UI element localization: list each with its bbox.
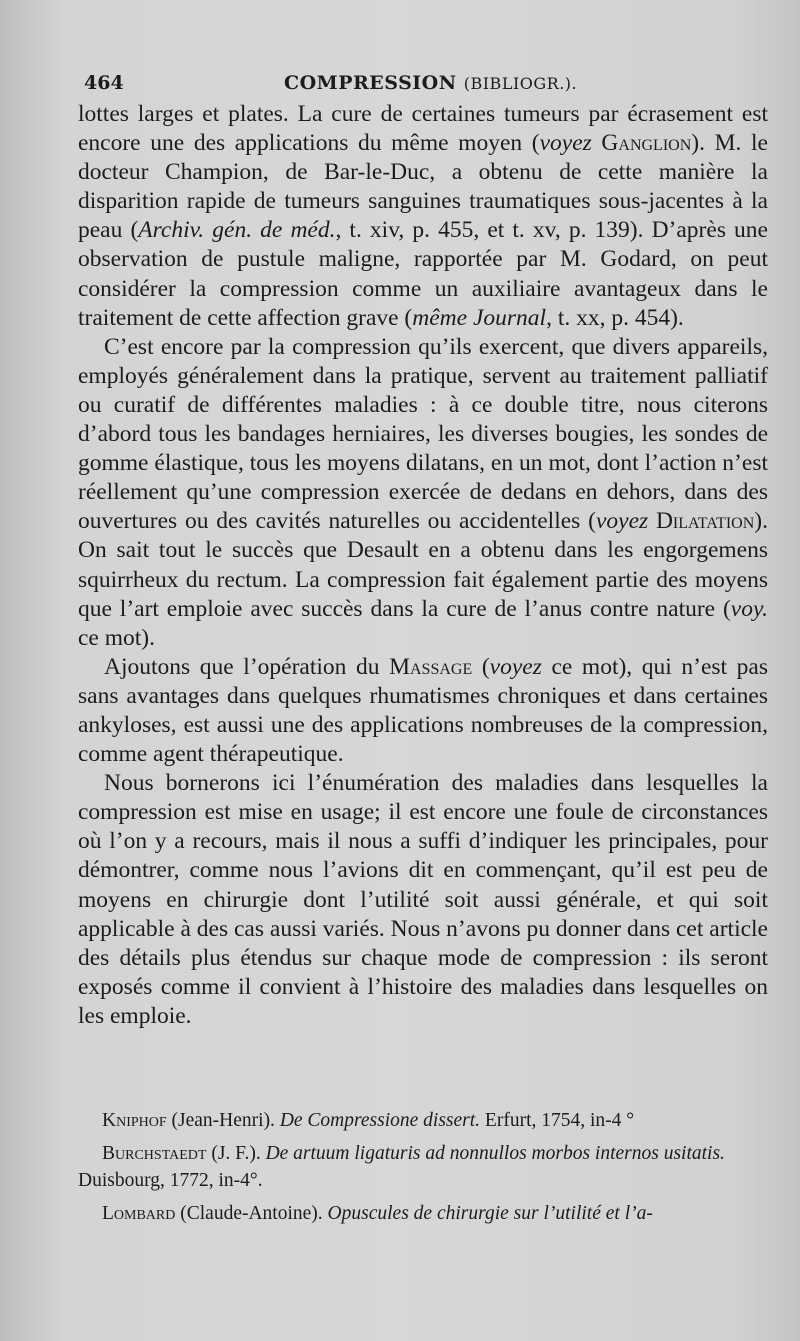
paragraph xyxy=(78,333,768,653)
bib-author-detail: (Claude-Antoine). xyxy=(175,1202,328,1224)
text-run: ). On sait tout le succès que Desault en a obtenu dans les engorgemens squirrheux du rectum. La compression fait également partie des moyens que l’art emploie avec succès dans la cure de l’anus contre nature ( xyxy=(78,508,768,622)
bib-title: Opuscules de chirurgie sur l’utilité et l’a- xyxy=(327,1202,653,1224)
bib-author: Lombard xyxy=(102,1202,176,1224)
italic-text: Archiv. gén. de méd. xyxy=(138,217,336,244)
text-run: C’est encore par la compression qu’ils exercent, que divers appareils, employés généralement dans la pratique, servent au traitement palliatif ou curatif de différentes maladies : à ce double titre, nous citerons d’abord tous les bandages herniaires, les diverses bougies, les sondes de gomme élastique, tous les moyens dilatans, en un mot, dont l’action n’est réellement qu’une compression exercée de dedans en dehors, dans des ouvertures ou des cavités naturelles ou accidentelles ( xyxy=(78,333,768,535)
paragraph xyxy=(78,100,768,333)
bib-author: Burchstaedt xyxy=(102,1142,207,1164)
text-run xyxy=(592,130,602,156)
bib-author-detail: (Jean-Henri). xyxy=(166,1110,280,1131)
text-run: ce mot). xyxy=(78,624,155,651)
running-head xyxy=(84,72,784,102)
text-run: , t. xx, p. 454). xyxy=(546,304,684,331)
text-run xyxy=(648,508,656,534)
bib-author: Kniphof xyxy=(102,1110,167,1131)
page-number: 464 xyxy=(84,72,124,94)
italic-text: voyez xyxy=(539,130,592,157)
bib-title: De Compressione dissert. xyxy=(279,1110,481,1131)
bibliography-entry xyxy=(78,1200,768,1228)
text-run: ( xyxy=(472,653,490,680)
text-run: ). M. le docteur Champion, de Bar-le-Duc, a obtenu de cette manière la disparition rapide de tumeurs sanguines traumatiques sous-jacentes à la peau ( xyxy=(78,130,768,244)
bibliography-entry xyxy=(78,1140,768,1195)
bibliography xyxy=(78,1107,768,1232)
bib-title: De artuum ligaturis ad nonnullos morbos internos usitatis. xyxy=(265,1142,725,1164)
smallcaps-text: Dilatation xyxy=(655,508,755,535)
smallcaps-text: Ganglion xyxy=(601,130,692,157)
bib-details: Erfurt, 1754, in-4 ° xyxy=(480,1110,635,1131)
italic-text: même Journal xyxy=(412,304,547,331)
text-run: Ajoutons que l’opération du xyxy=(104,653,390,680)
paragraph xyxy=(78,653,768,769)
smallcaps-text: Massage xyxy=(389,653,473,680)
text-run: ce mot), qui n’est pas sans avantages dans quelques rhumatismes chroniques et dans certaines ankyloses, est aussi une des applications nombreuses de la compression, comme agent thérapeutique. xyxy=(78,653,768,768)
italic-text: voyez xyxy=(489,653,542,680)
bib-author-detail: (J. F.). xyxy=(206,1142,266,1164)
running-title-main: COMPRESSION xyxy=(284,72,457,94)
text-run: lottes larges et plates. La cure de certaines tumeurs par écrasement est encore une des applications du même moyen ( xyxy=(78,101,768,157)
running-title-subtitle: (BIBLIOGR.). xyxy=(463,74,578,93)
italic-text: voyez xyxy=(595,508,649,535)
bibliography-entry xyxy=(78,1107,768,1135)
italic-text: voy. xyxy=(730,595,768,622)
running-title xyxy=(284,72,577,94)
text-run: Nous bornerons ici l’énumération des maladies dans lesquelles la compression est mise en usage; il est encore une foule de circonstances où l’on y a recours, mais il nous a suffi d’indiquer les principales, pour démontrer, comme nous l’avions dit en commençant, qu’il est peu de moyens en chirurgie dont l’utilité soit aussi générale, et qui soit applicable à des cas aussi variés. Nous n’avons pu donner dans cet article des détails plus étendus sur chaque mode de compression : ils seront exposés comme il convient à l’histoire des maladies dans lesquelles on les emploie. xyxy=(78,770,768,1029)
body-text xyxy=(78,100,768,1031)
bib-details: Duisbourg, 1772, in-4°. xyxy=(78,1170,263,1191)
paragraph xyxy=(78,769,768,1031)
text-run: , t. xiv, p. 455, et t. xv, p. 139). D’après une observation de pustule maligne, rapportée par M. Godard, on peut considérer la compression comme un auxiliaire avantageux dans le traitement de cette affection grave ( xyxy=(78,217,768,331)
